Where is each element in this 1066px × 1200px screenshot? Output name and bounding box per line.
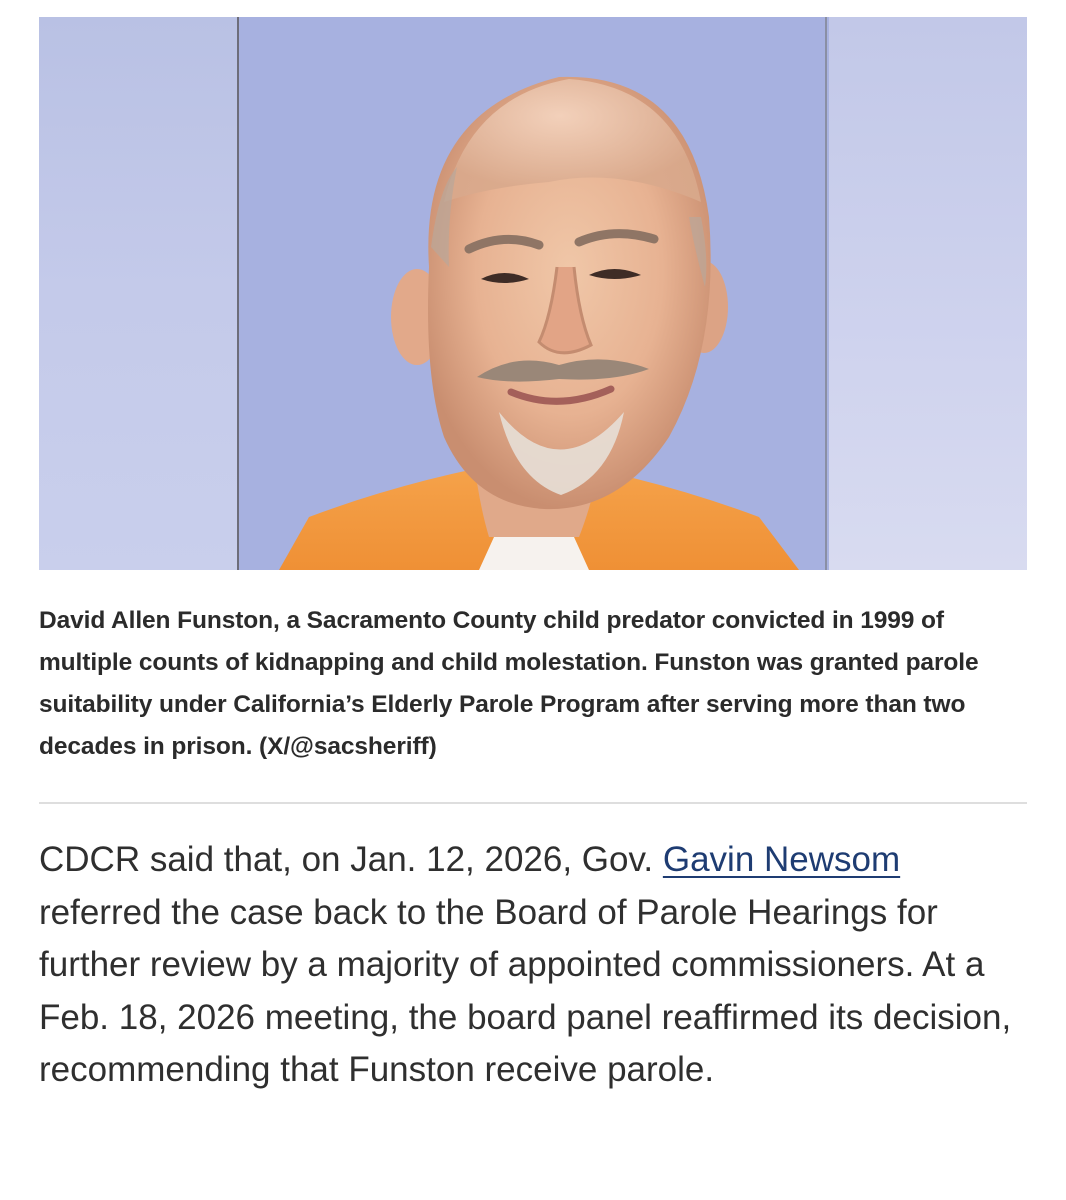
- gavin-newsom-link[interactable]: Gavin Newsom: [662, 840, 901, 879]
- mugshot-image: [237, 17, 827, 570]
- photo-backdrop-right: [829, 17, 1027, 570]
- photo-caption: David Allen Funston, a Sacramento County child predator convicted in 1999 of multiple counts of kidnapping and child molestation. Funston was granted parole suitability under California’s Elderly Parole Program after serving more than two decades in prison. (X/@sacsheriff): [39, 607, 979, 760]
- mugshot-illustration: [239, 17, 825, 570]
- undershirt-collar: [479, 537, 589, 570]
- section-divider: [39, 802, 1027, 804]
- paragraph-text-start: CDCR said that, on Jan. 12, 2026, Gov.: [39, 840, 663, 879]
- article-paragraph: [39, 834, 1029, 1097]
- photo-backdrop-left: [39, 17, 237, 570]
- article-photo: [39, 17, 1027, 570]
- paragraph-text-end: referred the case back to the Board of Parole Hearings for further review by a majority of appointed commissioners. At a Feb. 18, 2026 meeting, the board panel reaffirmed its decision, recommending that Funston receive parole.: [39, 892, 1012, 1089]
